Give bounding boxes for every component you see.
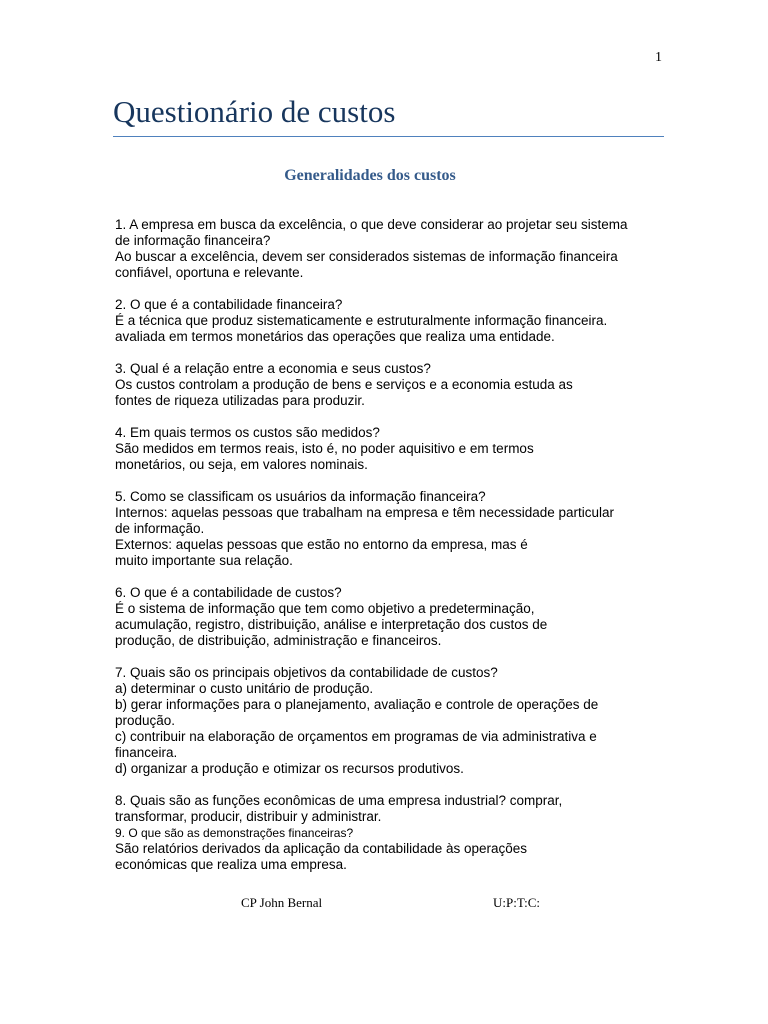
title-rule [113,136,664,137]
answer-text: monetários, ou seja, em valores nominais. [115,457,368,472]
question-text: 5. Como se classificam os usuários da informação financeira? [115,489,486,504]
question-text: 3. Qual é a relação entre a economia e seus custos? [115,361,431,376]
question-block-8 [115,793,675,825]
answer-text: financeira. [115,745,178,760]
question-block-7 [115,665,675,777]
answer-text: d) organizar a produção e otimizar os recursos produtivos. [115,761,464,776]
question-block-3 [115,361,675,409]
question-text: 7. Quais são os principais objetivos da contabilidade de custos? [115,665,498,680]
answer-text: Ao buscar a excelência, devem ser considerados sistemas de informação financeira [115,249,618,264]
answer-text: São relatórios derivados da aplicação da contabilidade às operações [115,841,528,856]
question-text: 2. O que é a contabilidade financeira? [115,297,343,312]
answer-text: a) determinar o custo unitário de produção. [115,681,374,696]
question-text: de informação financeira? [115,233,271,248]
answer-text: São medidos em termos reais, isto é, no poder aquisitivo e em termos [115,441,534,456]
answer-text: b) gerar informações para o planejamento, avaliação e controle de operações de [115,697,599,712]
question-block-9 [115,825,675,873]
answer-text: muito importante sua relação. [115,553,293,568]
page-title: Questionário de custos [113,94,396,129]
section-heading: Generalidades dos custos [284,167,456,184]
question-block-4 [115,425,675,473]
answer-text: avaliada em termos monetários das operações que realiza uma entidade. [115,329,555,344]
answer-text: acumulação, registro, distribuição, análise e interpretação dos custos de [115,617,548,632]
footer-institution: U:P:T:C: [493,895,541,910]
question-block-6 [115,585,675,649]
question-text: 8. Quais são as funções econômicas de uma empresa industrial? comprar, [115,793,563,808]
page-number: 1 [655,50,662,65]
answer-text: produção. [115,713,176,728]
answer-text: c) contribuir na elaboração de orçamentos em programas de via administrativa e [115,729,597,744]
answer-text: transformar, producir, distribuir y administrar. [115,809,382,824]
question-text: 4. Em quais termos os custos são medidos? [115,425,380,440]
question-block-5 [115,489,675,569]
question-text: 1. A empresa em busca da excelência, o que deve considerar ao projetar seu sistema [115,217,628,232]
answer-text: fontes de riqueza utilizadas para produzir. [115,393,365,408]
answer-text: Os custos controlam a produção de bens e serviços e a economia estuda as [115,377,573,392]
question-text: 9. O que são as demonstrações financeiras? [115,826,354,840]
answer-text: económicas que realiza uma empresa. [115,857,347,872]
question-block-1 [115,217,675,281]
answer-text: É o sistema de informação que tem como objetivo a predeterminação, [115,601,535,616]
questionnaire-body [115,217,675,873]
answer-text: produção, de distribuição, administração e financeiros. [115,633,442,648]
answer-text: de informação. [115,521,205,536]
footer-author: CP John Bernal [241,895,323,910]
answer-text: Externos: aquelas pessoas que estão no entorno da empresa, mas é [115,537,528,552]
answer-text: Internos: aquelas pessoas que trabalham na empresa e têm necessidade particular [115,505,615,520]
question-block-2 [115,297,675,345]
question-text: 6. O que é a contabilidade de custos? [115,585,342,600]
answer-text: confiável, oportuna e relevante. [115,265,304,280]
answer-text: É a técnica que produz sistematicamente e estruturalmente informação financeira. [115,313,608,328]
